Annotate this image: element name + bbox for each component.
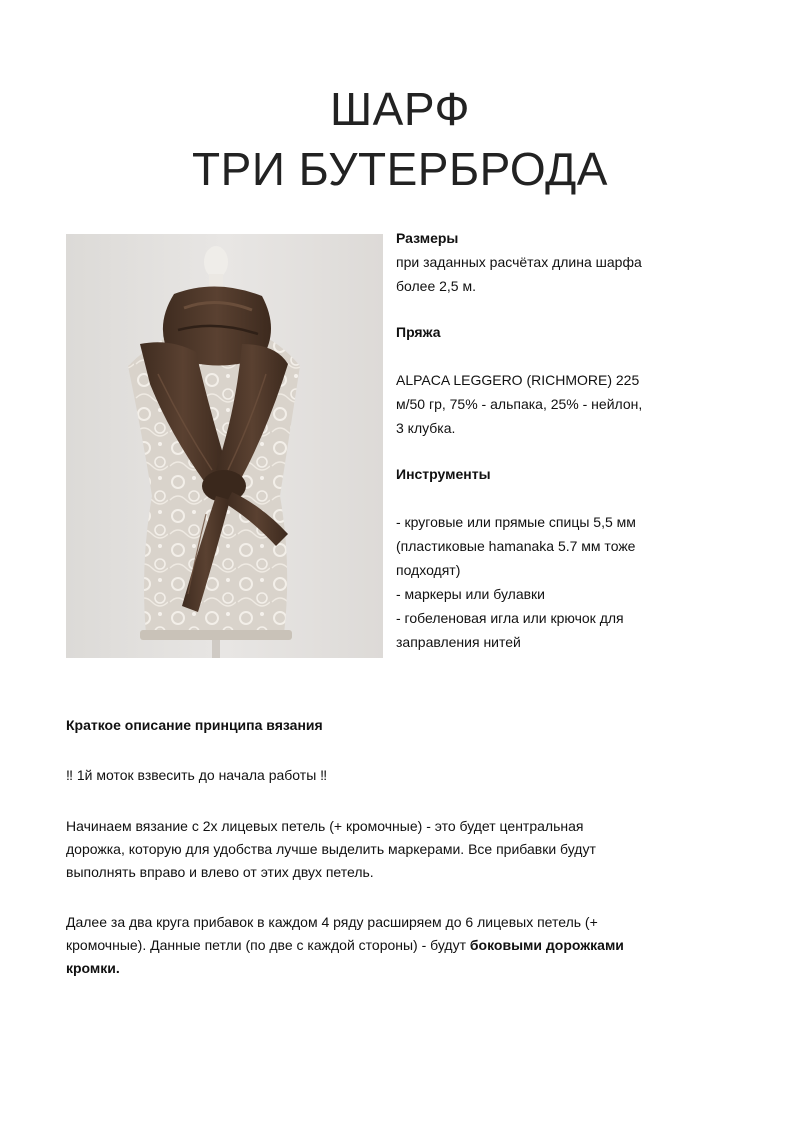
yarn-line: ALPACA LEGGERO (RICHMORE) 225 <box>396 372 640 388</box>
tools-heading: Инструменты <box>396 466 491 482</box>
paragraph-2-bold: кромки. <box>66 960 120 976</box>
paragraph-2-line: Далее за два круга прибавок в каждом 4 ряду расширяем до 6 лицевых петель (+ <box>66 914 598 930</box>
paragraph-1-line: Начинаем вязание с 2х лицевых петель (+ кромочные) - это будет центральная <box>66 818 584 834</box>
paragraph-1-line: выполнять вправо и влево от этих двух петель. <box>66 864 374 880</box>
scarf-on-mannequin-illustration <box>66 234 383 658</box>
paragraph-2-line <box>66 957 736 980</box>
page-title-line-2: ТРИ БУТЕРБРОДА <box>192 143 608 195</box>
page-title-line-1: ШАРФ <box>330 83 470 135</box>
paragraph-1-line: дорожка, которую для удобства лучше выделить маркерами. Все прибавки будут <box>66 841 596 857</box>
sizes-line: при заданных расчётах длина шарфа <box>396 254 642 270</box>
scarf-photo <box>66 234 383 658</box>
tools-line: - круговые или прямые спицы 5,5 мм <box>396 514 636 530</box>
tools-line: - гобеленовая игла или крючок для <box>396 610 624 626</box>
yarn-heading: Пряжа <box>396 324 441 340</box>
tools-line: (пластиковые hamanaka 5.7 мм тоже <box>396 538 636 554</box>
sizes-line: более 2,5 м. <box>396 278 476 294</box>
warning-note: ‼ 1й моток взвесить до начала работы ‼ <box>66 767 328 783</box>
paragraph-2-line <box>66 934 736 957</box>
specs-column <box>396 226 726 654</box>
description-heading: Краткое описание принципа вязания <box>66 717 323 733</box>
sizes-heading: Размеры <box>396 230 459 246</box>
paragraph-2-text: кромочные). Данные петли (по две с каждой стороны) - будут <box>66 937 470 953</box>
yarn-line: м/50 гр, 75% - альпака, 25% - нейлон, <box>396 396 643 412</box>
yarn-line: 3 клубка. <box>396 420 456 436</box>
tools-line: - маркеры или булавки <box>396 586 545 602</box>
tools-line: заправления нитей <box>396 634 521 650</box>
paragraph-2-bold: боковыми дорожками <box>469 937 624 953</box>
description-section <box>66 714 736 980</box>
tools-line: подходят) <box>396 562 461 578</box>
